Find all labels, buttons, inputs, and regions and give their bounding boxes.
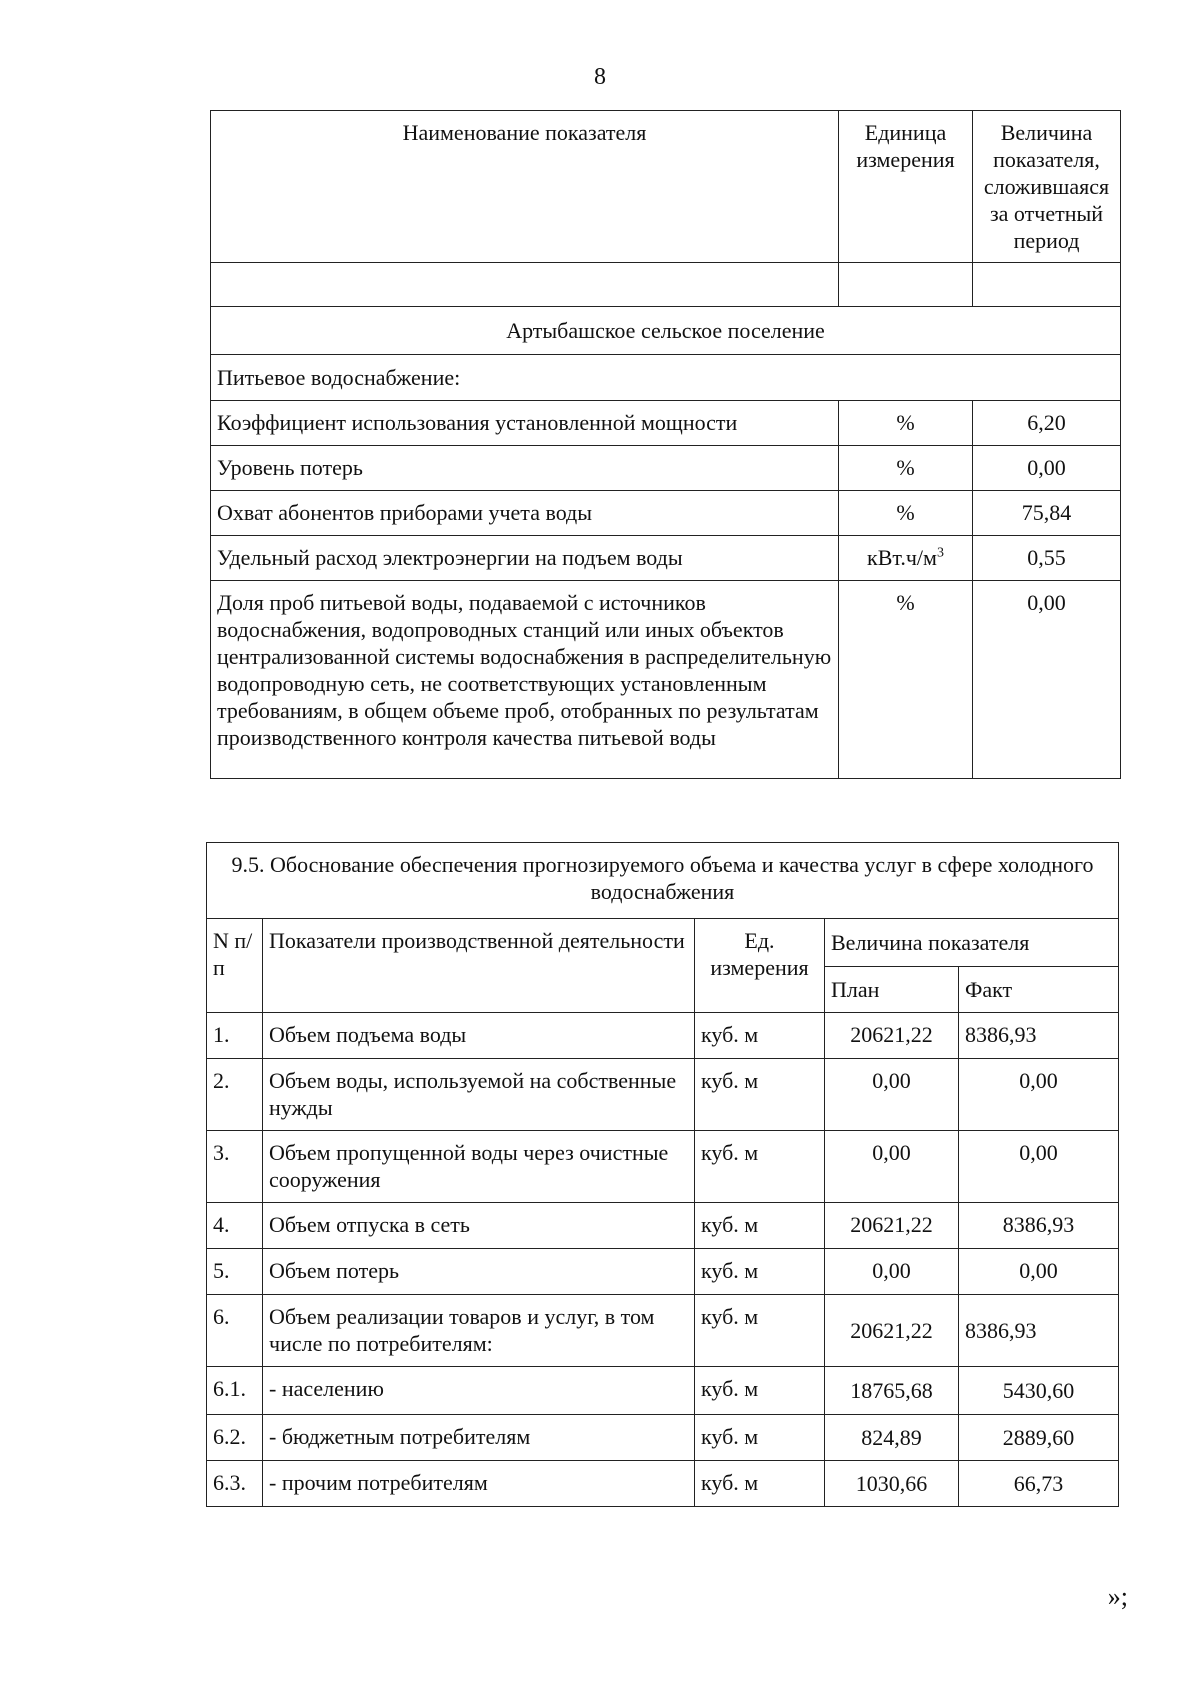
indicator-name: Уровень потерь (211, 446, 839, 491)
production-indicators-table (206, 842, 1119, 1507)
row-plan: 20621,22 (825, 1013, 959, 1059)
row-plan: 0,00 (825, 1059, 959, 1131)
row-fact: 8386,93 (959, 1295, 1119, 1367)
header-indicator: Показатели производственной деятельности (263, 919, 695, 1013)
row-fact: 0,00 (959, 1249, 1119, 1295)
table-row (207, 1415, 1119, 1461)
empty-cell (839, 263, 973, 307)
table-row (207, 1367, 1119, 1415)
table-row (211, 401, 1121, 446)
section-9-5-row (207, 843, 1119, 919)
row-num: 6.2. (207, 1415, 263, 1461)
indicator-name: Доля проб питьевой воды, подаваемой с источников водоснабжения, водопроводных станций или иных объектов централизованной системы водоснабжения в распределительную водопроводную сеть, не соответствующих установленным требованиям, в общем объеме проб, отобранных по результатам производственного контроля качества питьевой воды (211, 581, 839, 779)
row-plan: 0,00 (825, 1131, 959, 1203)
row-unit: куб. м (695, 1415, 825, 1461)
row-plan: 0,00 (825, 1249, 959, 1295)
table-row (207, 1203, 1119, 1249)
row-indicator: Объем потерь (263, 1249, 695, 1295)
row-plan: 20621,22 (825, 1295, 959, 1367)
header-value: Величина показателя, сложившаяся за отчетный период (973, 111, 1121, 263)
row-num: 1. (207, 1013, 263, 1059)
row-unit: куб. м (695, 1367, 825, 1415)
row-fact: 8386,93 (959, 1013, 1119, 1059)
row-indicator: Объем воды, используемой на собственные нужды (263, 1059, 695, 1131)
indicator-unit: % (839, 401, 973, 446)
indicator-unit: % (839, 491, 973, 536)
row-num: 2. (207, 1059, 263, 1131)
row-indicator: Объем реализации товаров и услуг, в том числе по потребителям: (263, 1295, 695, 1367)
row-plan: 18765,68 (825, 1367, 959, 1415)
row-num: 6. (207, 1295, 263, 1367)
header-value: Величина показателя (825, 919, 1119, 967)
indicator-unit: % (839, 446, 973, 491)
row-unit: куб. м (695, 1059, 825, 1131)
subsection-row (211, 355, 1121, 401)
table-row (207, 1295, 1119, 1367)
indicator-name: Коэффициент использования установленной мощности (211, 401, 839, 446)
row-plan: 824,89 (825, 1415, 959, 1461)
table-row (207, 1461, 1119, 1507)
row-unit: куб. м (695, 1295, 825, 1367)
table-row (207, 1059, 1119, 1131)
row-fact: 66,73 (959, 1461, 1119, 1507)
indicator-value: 0,00 (973, 581, 1121, 779)
row-fact: 5430,60 (959, 1367, 1119, 1415)
indicator-unit (839, 536, 973, 581)
table-row (211, 536, 1121, 581)
row-plan: 20621,22 (825, 1203, 959, 1249)
unit-text: кВт.ч/м (867, 545, 937, 570)
row-unit: куб. м (695, 1131, 825, 1203)
row-num: 4. (207, 1203, 263, 1249)
table-row (211, 491, 1121, 536)
row-num: 6.3. (207, 1461, 263, 1507)
row-unit: куб. м (695, 1203, 825, 1249)
indicators-table-header (211, 111, 1121, 263)
table-row (211, 446, 1121, 491)
header-unit: Единица измерения (839, 111, 973, 263)
table-row (211, 581, 1121, 779)
header-indicator-name: Наименование показателя (211, 111, 839, 263)
row-fact: 0,00 (959, 1131, 1119, 1203)
row-indicator: - прочим потребителям (263, 1461, 695, 1507)
row-num: 5. (207, 1249, 263, 1295)
row-num: 6.1. (207, 1367, 263, 1415)
indicator-value: 0,00 (973, 446, 1121, 491)
indicator-value: 0,55 (973, 536, 1121, 581)
row-fact: 0,00 (959, 1059, 1119, 1131)
row-indicator: - бюджетным потребителям (263, 1415, 695, 1461)
page-number: 8 (594, 64, 606, 90)
header-fact: Факт (959, 967, 1119, 1013)
row-fact: 8386,93 (959, 1203, 1119, 1249)
empty-cell (973, 263, 1121, 307)
header-plan: План (825, 967, 959, 1013)
section-title: Артыбашское сельское поселение (211, 307, 1121, 355)
row-num: 3. (207, 1131, 263, 1203)
table2-header-top (207, 919, 1119, 967)
row-unit: куб. м (695, 1013, 825, 1059)
indicator-name: Охват абонентов приборами учета воды (211, 491, 839, 536)
empty-row (211, 263, 1121, 307)
empty-cell (211, 263, 839, 307)
row-indicator: - населению (263, 1367, 695, 1415)
indicator-name: Удельный расход электроэнергии на подъем воды (211, 536, 839, 581)
indicator-unit: % (839, 581, 973, 779)
unit-superscript: 3 (936, 545, 944, 561)
row-fact: 2889,60 (959, 1415, 1119, 1461)
table-row (207, 1249, 1119, 1295)
indicator-value: 75,84 (973, 491, 1121, 536)
header-unit: Ед. измерения (695, 919, 825, 1013)
table-row (207, 1131, 1119, 1203)
row-indicator: Объем подъема воды (263, 1013, 695, 1059)
row-unit: куб. м (695, 1461, 825, 1507)
row-indicator: Объем пропущенной воды через очистные сооружения (263, 1131, 695, 1203)
section-row (211, 307, 1121, 355)
row-plan: 1030,66 (825, 1461, 959, 1507)
header-num: N п/п (207, 919, 263, 1013)
row-indicator: Объем отпуска в сеть (263, 1203, 695, 1249)
table-row (207, 1013, 1119, 1059)
indicator-value: 6,20 (973, 401, 1121, 446)
indicators-table (210, 110, 1121, 779)
subsection-title: Питьевое водоснабжение: (211, 355, 1121, 401)
section-9-5-title: 9.5. Обоснование обеспечения прогнозируемого объема и качества услуг в сфере холодного водоснабжения (207, 843, 1119, 919)
row-unit: куб. м (695, 1249, 825, 1295)
closing-quote-mark: »; (1107, 1582, 1128, 1611)
